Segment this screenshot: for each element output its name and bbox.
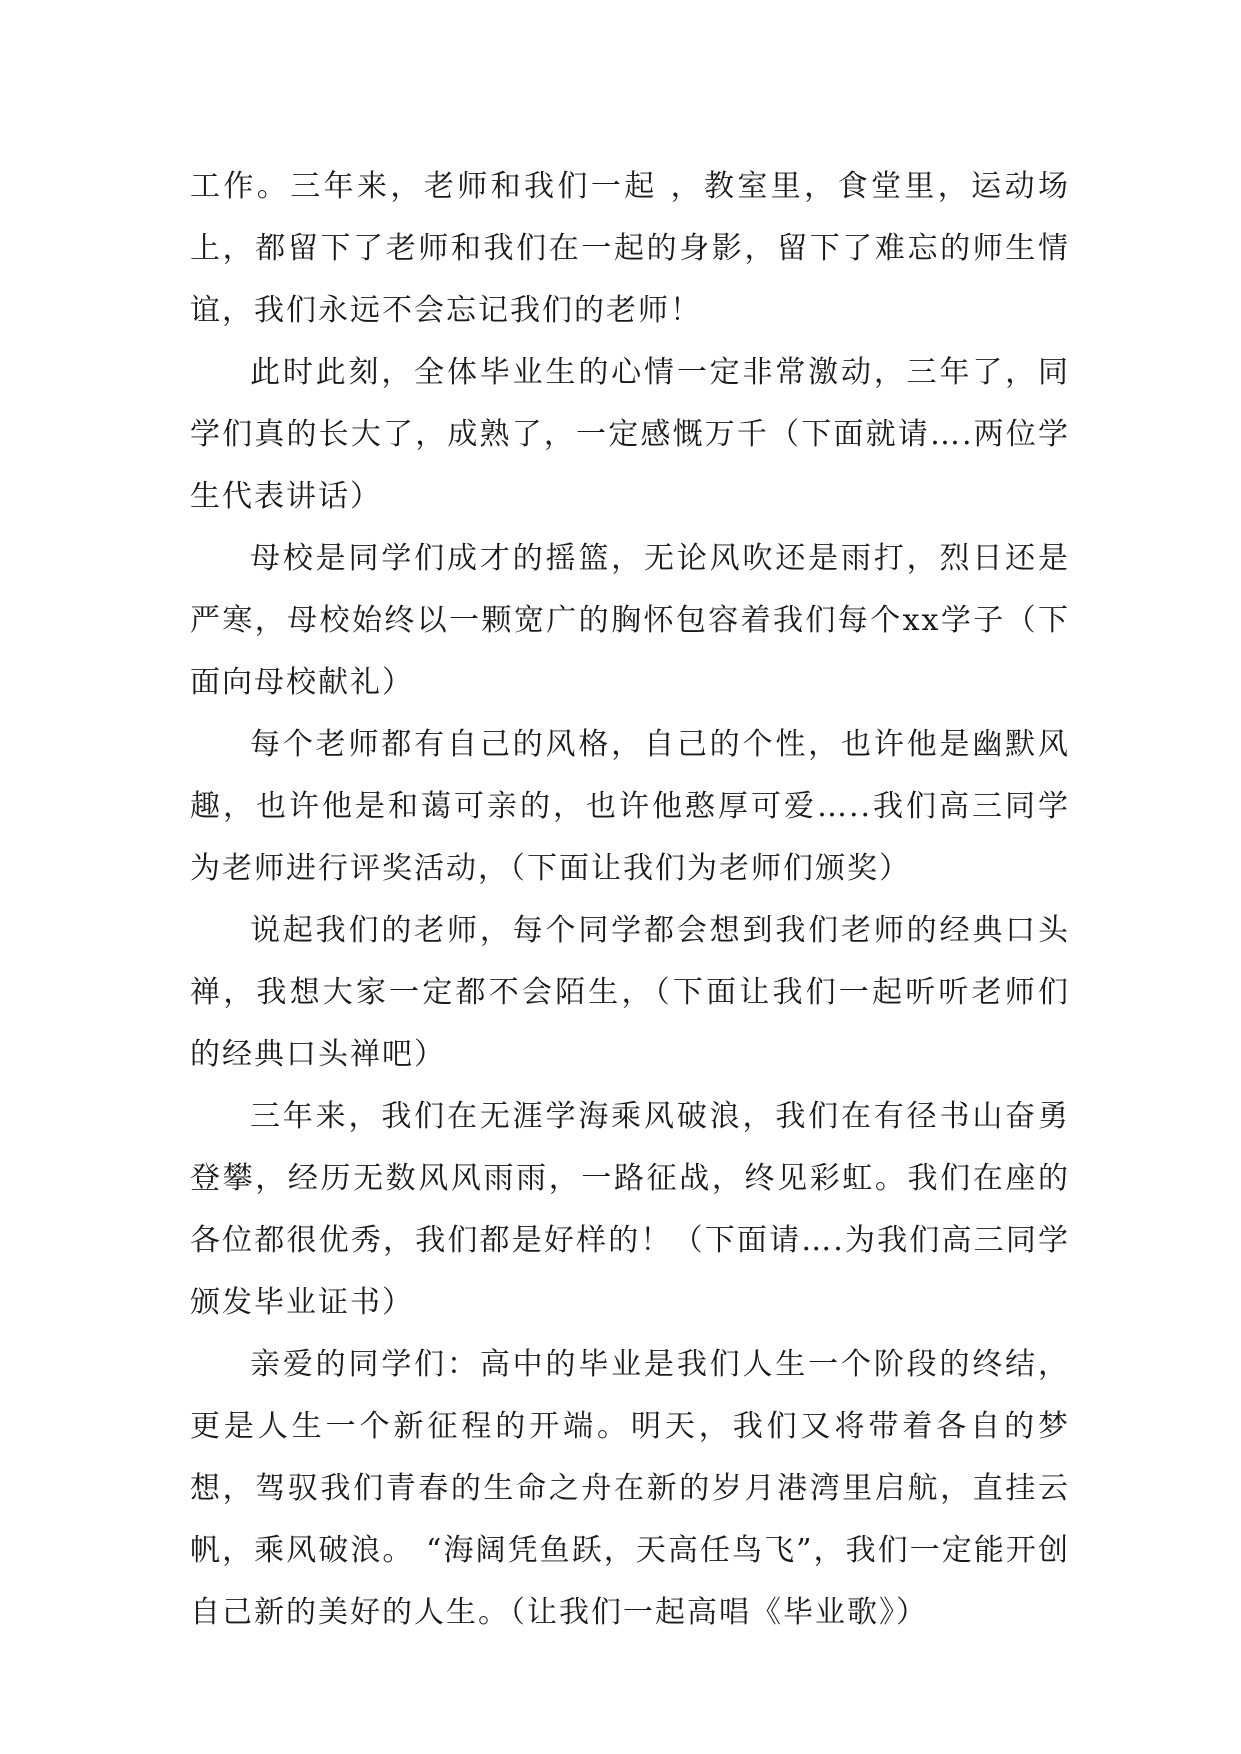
paragraph-6: 三年来，我们在无涯学海乘风破浪，我们在有径书山奋勇登攀，经历无数风风雨雨，一路征战，终见彩虹。我们在座的各位都很优秀，我们都是好样的！（下面请….为我们高三同学颁发毕业证书） <box>190 1099 1070 1320</box>
paragraph-3: 母校是同学们成才的摇篮，无论风吹还是雨打，烈日还是严寒，母校始终以一颗宽广的胸怀包容着我们每个xx学子（下面向母校献礼） <box>190 541 1070 700</box>
paragraph-1: 工作。三年来，老师和我们一起 ，教室里，食堂里，运动场上，都留下了老师和我们在一起的身影，留下了难忘的师生情谊，我们永远不会忘记我们的老师！ <box>190 169 1070 328</box>
paragraph-5: 说起我们的老师，每个同学都会想到我们老师的经典口头禅，我想大家一定都不会陌生，（下面让我们一起听听老师们的经典口头禅吧） <box>190 913 1070 1072</box>
paragraph-4: 每个老师都有自己的风格，自己的个性，也许他是幽默风趣，也许他是和蔼可亲的，也许他憨厚可爱…..我们高三同学为老师进行评奖活动，（下面让我们为老师们颁奖） <box>190 727 1070 886</box>
paragraph-2: 此时此刻，全体毕业生的心情一定非常激动，三年了，同学们真的长大了，成熟了，一定感慨万千（下面就请….两位学生代表讲话） <box>190 355 1070 514</box>
paragraph-7: 亲爱的同学们：高中的毕业是我们人生一个阶段的终结，更是人生一个新征程的开端。明天，我们又将带着各自的梦想，驾驭我们青春的生命之舟在新的岁月港湾里启航，直挂云帆，乘风破浪。 “海阔凭鱼跃，天高任鸟飞”，我们一定能开创自己新的美好的人生。（让我们一起高唱《毕业歌》） <box>190 1347 1070 1630</box>
document-body <box>190 156 1070 1644</box>
